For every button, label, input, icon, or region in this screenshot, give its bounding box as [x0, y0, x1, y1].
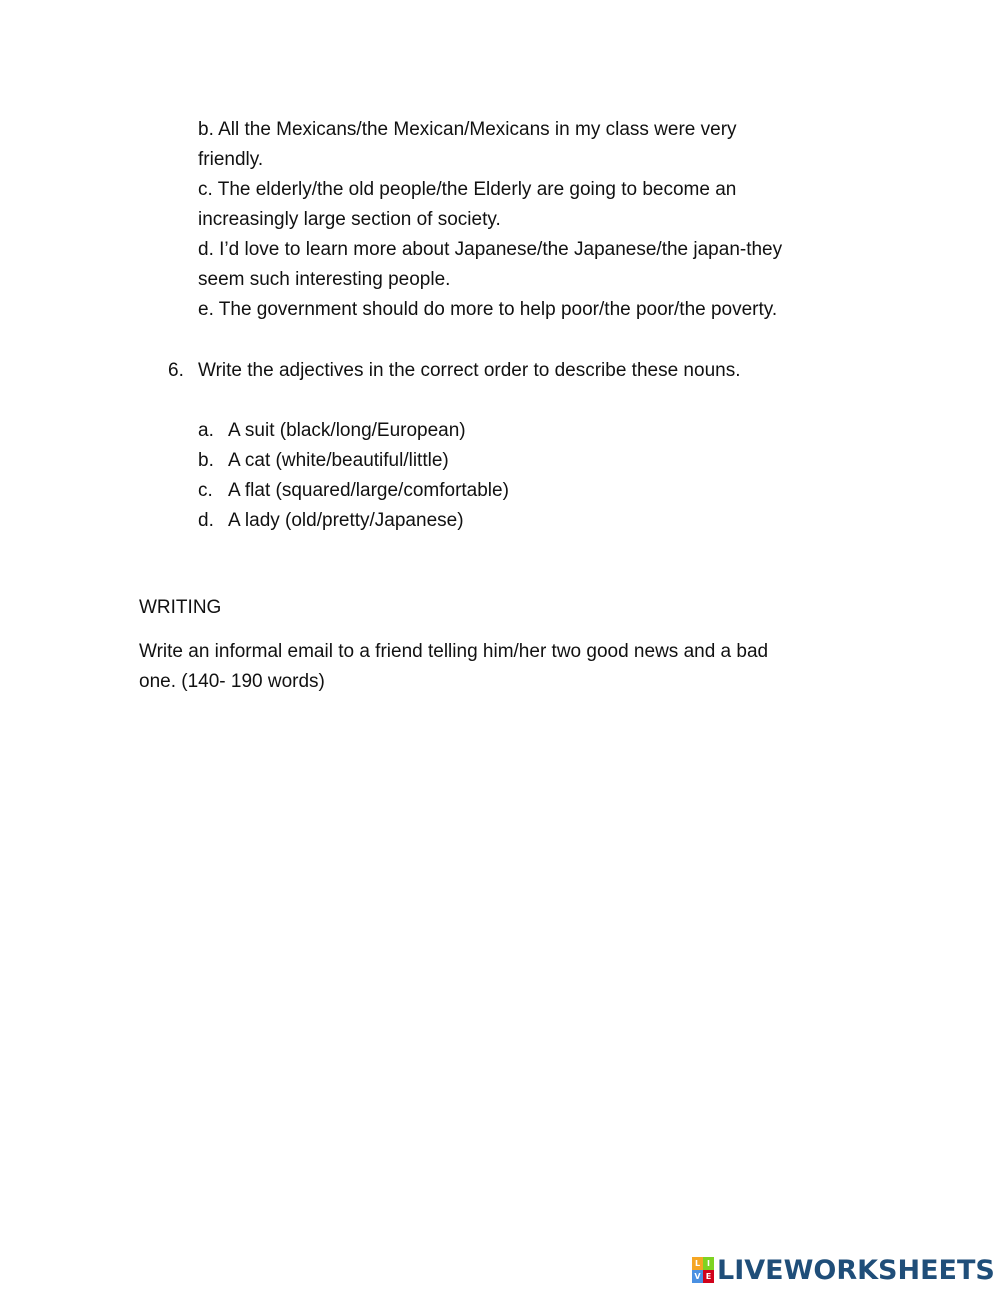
item-b-line2: friendly.	[198, 149, 264, 170]
question-6-items	[198, 416, 509, 536]
logo-text: LIVEWORKSHEETS	[717, 1254, 995, 1286]
logo-mark-cell: L	[692, 1257, 703, 1270]
question-number: 6.	[168, 360, 184, 381]
item-text: A suit (black/long/European)	[228, 420, 466, 441]
logo-mark-cell: I	[703, 1257, 714, 1270]
item-text: A flat (squared/large/comfortable)	[228, 480, 509, 501]
item-letter: b.	[198, 450, 214, 471]
item-c-line1: c. The elderly/the old people/the Elderly are going to become an	[198, 179, 737, 200]
logo-mark-icon	[692, 1257, 714, 1283]
item-text: A cat (white/beautiful/little)	[228, 450, 449, 471]
item-b-line1: b. All the Mexicans/the Mexican/Mexicans in my class were very	[198, 119, 737, 140]
list-item	[198, 506, 509, 536]
item-text: A lady (old/pretty/Japanese)	[228, 510, 464, 531]
writing-task-line2: one. (140- 190 words)	[139, 671, 325, 692]
item-c-line2: increasingly large section of society.	[198, 209, 501, 230]
item-d-line2: seem such interesting people.	[198, 269, 451, 290]
question-text: Write the adjectives in the correct order to describe these nouns.	[198, 360, 741, 381]
writing-task-line1: Write an informal email to a friend telling him/her two good news and a bad	[139, 641, 769, 662]
previous-exercise-items	[198, 115, 898, 325]
list-item	[198, 446, 509, 476]
item-letter: a.	[198, 420, 214, 441]
logo-mark-cell: E	[703, 1270, 714, 1283]
item-d-line1: d. I’d love to learn more about Japanese/the Japanese/the japan-they	[198, 239, 783, 260]
list-item	[198, 476, 509, 506]
writing-task	[139, 637, 768, 697]
question-6	[168, 356, 740, 386]
item-letter: d.	[198, 510, 214, 531]
item-letter: c.	[198, 480, 213, 501]
item-e-line1: e. The government should do more to help poor/the poor/the poverty.	[198, 299, 778, 320]
liveworksheets-logo	[692, 1253, 995, 1287]
logo-mark-cell: V	[692, 1270, 703, 1283]
writing-heading: WRITING	[139, 597, 222, 618]
list-item	[198, 416, 509, 446]
